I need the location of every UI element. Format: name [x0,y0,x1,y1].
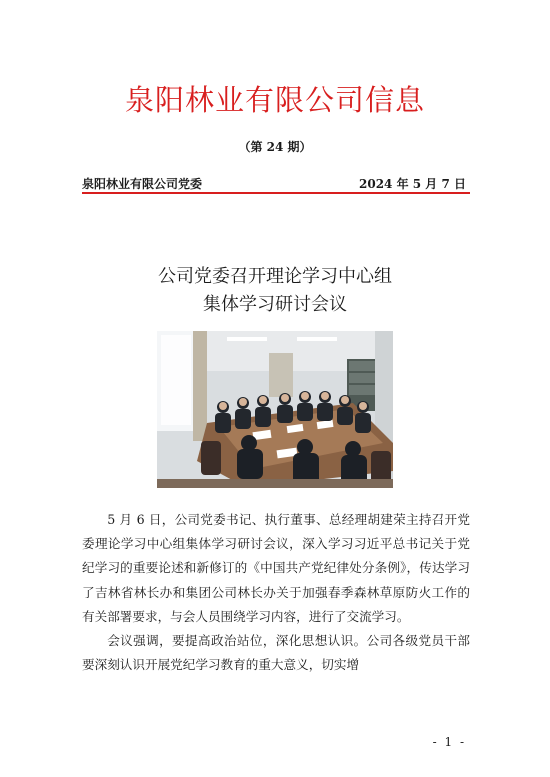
body-paragraph-1: 5 月 6 日，公司党委书记、执行董事、总经理胡建荣主持召开党委理论学习中心组集体学习研讨会议，深入学习习近平总书记关于党纪学习的重要论述和新修订的《中国共产党纪律处分条例》，传达学习了吉林省林长办和集团公司林长办关于加强春季森林草原防火工作的有关部署要求，与会人员围绕学习内容，进行了交流学习。 [82,512,470,624]
issuing-organization: 泉阳林业有限公司党委 [82,177,203,191]
meeting-photo [157,331,393,488]
body-paragraph-2: 会议强调，要提高政治站位，深化思想认识。公司各级党员干部要深刻认识开展党纪学习教育的重大意义，切实增 [82,633,470,673]
page-number: - 1 - [432,735,466,749]
article-body [82,508,470,677]
issue-number: （第 24 期） [238,140,312,154]
issue-date: 2024 年 5 月 7 日 [359,177,466,191]
article-headline-line-1: 公司党委召开理论学习中心组 [158,266,392,287]
red-divider-rule [82,192,470,194]
header-line [82,175,470,189]
article-headline-line-2: 集体学习研讨会议 [203,294,347,315]
masthead-title: 泉阳林业有限公司信息 [124,83,425,117]
